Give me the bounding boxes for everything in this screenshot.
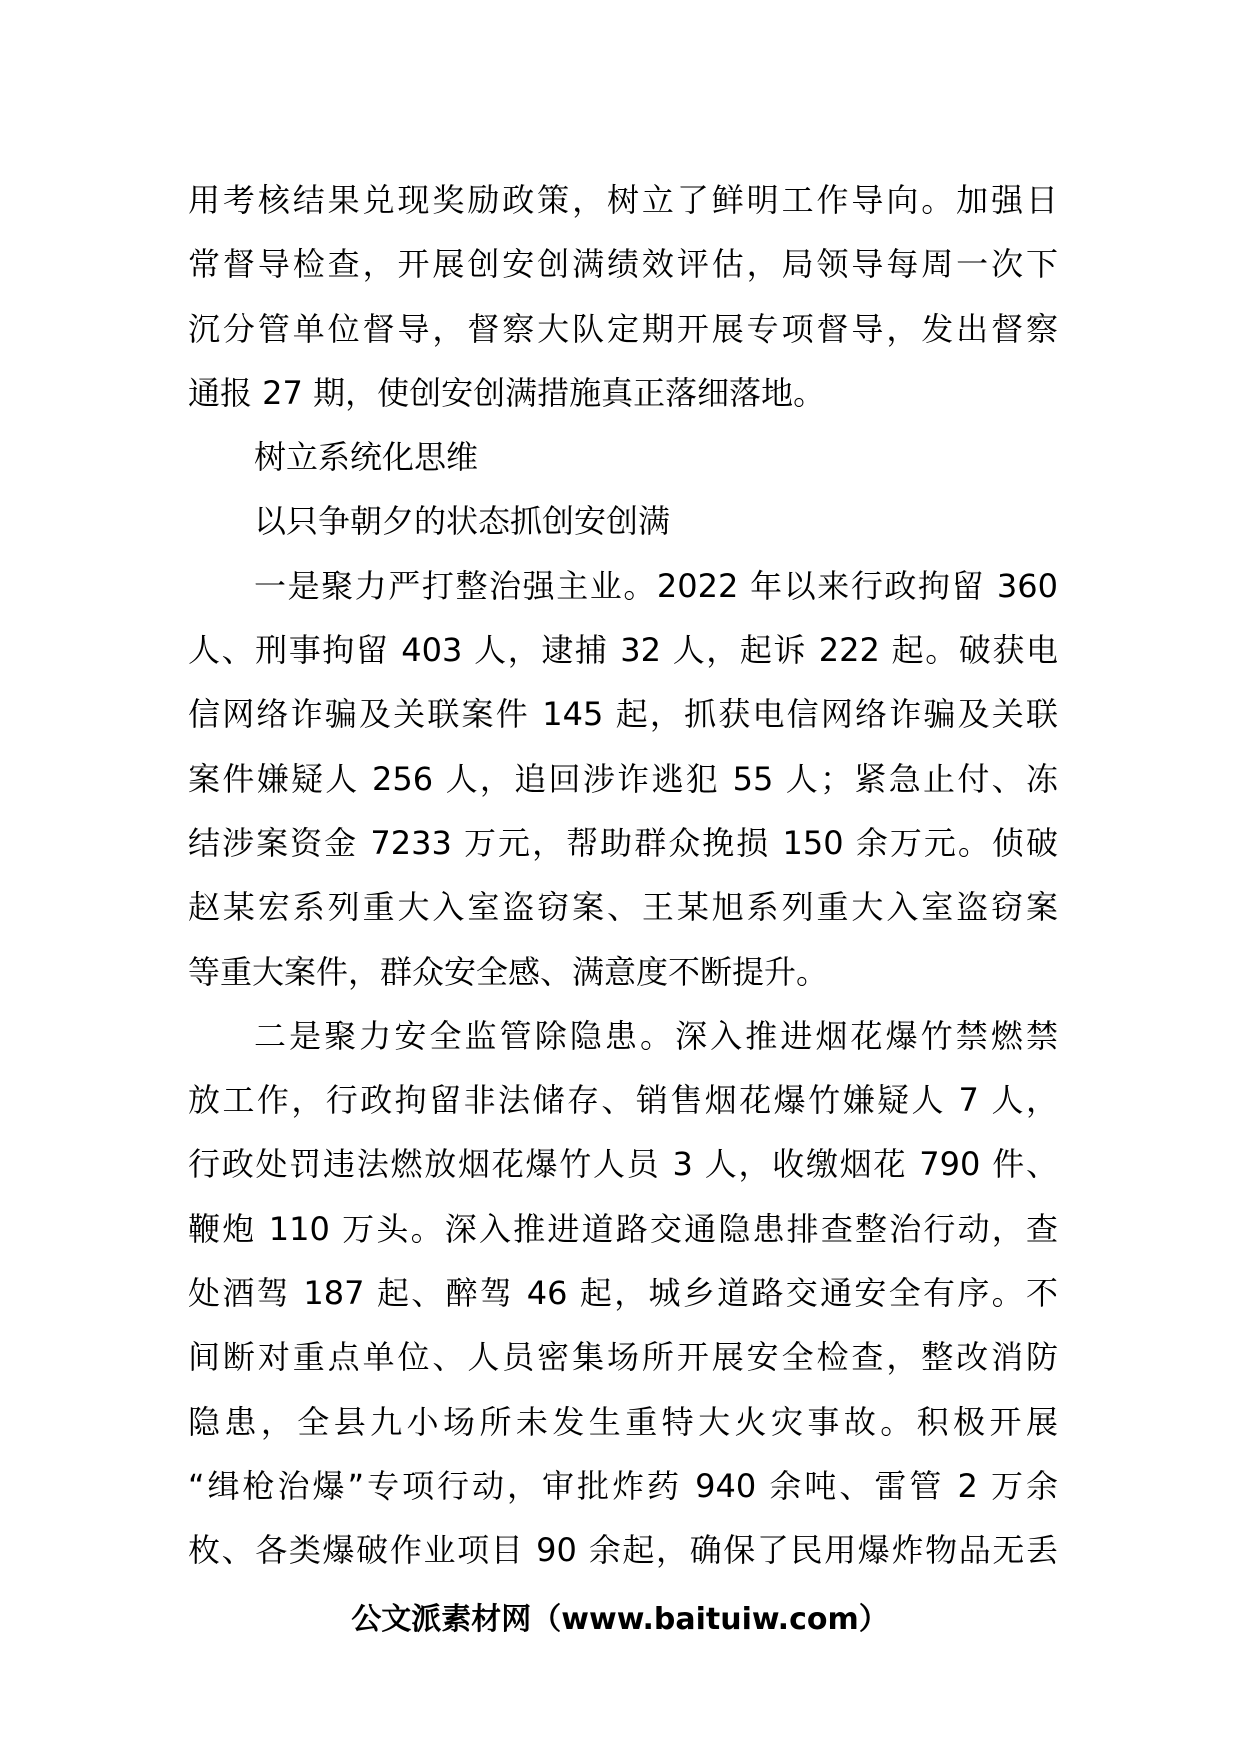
footer-watermark: 公文派素材网（www.baituiw.com） xyxy=(351,1602,889,1637)
text-line: 等重大案件，群众安全感、满意度不断提升。 xyxy=(188,952,829,991)
text-line: 信网络诈骗及关联案件 145 起，抓获电信网络诈骗及关联 xyxy=(188,695,1058,734)
text-line: 人、刑事拘留 403 人，逮捕 32 人，起诉 222 起。破获电 xyxy=(188,631,1058,670)
text-line: 一是聚力严打整治强主业。2022 年以来行政拘留 360 xyxy=(254,566,1058,605)
text-line: 二是聚力安全监管除隐患。深入推进烟花爆竹禁燃禁 xyxy=(254,1016,1058,1055)
text-line: 常督导检查，开展创安创满绩效评估，局领导每周一次下 xyxy=(188,245,1058,284)
text-line: 树立系统化思维 xyxy=(254,438,479,477)
text-line: 结涉案资金 7233 万元，帮助群众挽损 150 余万元。侦破 xyxy=(188,823,1058,862)
text-line: 处酒驾 187 起、醉驾 46 起，城乡道路交通安全有序。不 xyxy=(188,1274,1058,1313)
text-line: 以只争朝夕的状态抓创安创满 xyxy=(254,502,671,541)
text-line: 通报 27 期，使创安创满措施真正落细落地。 xyxy=(188,373,826,412)
text-line: 鞭炮 110 万头。深入推进道路交通隐患排查整治行动，查 xyxy=(188,1209,1058,1248)
text-line: 案件嫌疑人 256 人，追回涉诈逃犯 55 人；紧急止付、冻 xyxy=(188,759,1058,798)
text-line: 沉分管单位督导，督察大队定期开展专项督导，发出督察 xyxy=(188,309,1058,348)
text-line: 用考核结果兑现奖励政策，树立了鲜明工作导向。加强日 xyxy=(188,181,1058,219)
text-line: 隐患，全县九小场所未发生重特大火灾事故。积极开展 xyxy=(188,1402,1058,1441)
document-body xyxy=(188,168,1058,1583)
text-line: 赵某宏系列重大入室盗窃案、王某旭系列重大入室盗窃案 xyxy=(188,888,1058,927)
text-line: 行政处罚违法燃放烟花爆竹人员 3 人，收缴烟花 790 件、 xyxy=(188,1145,1058,1184)
text-line: 放工作，行政拘留非法储存、销售烟花爆竹嫌疑人 7 人， xyxy=(188,1081,1058,1120)
text-line: “缉枪治爆”专项行动，审批炸药 940 余吨、雷管 2 万余 xyxy=(188,1466,1058,1505)
text-line: 间断对重点单位、人员密集场所开展安全检查，整改消防 xyxy=(188,1338,1058,1377)
text-line: 枚、各类爆破作业项目 90 余起，确保了民用爆炸物品无丢 xyxy=(188,1531,1058,1570)
